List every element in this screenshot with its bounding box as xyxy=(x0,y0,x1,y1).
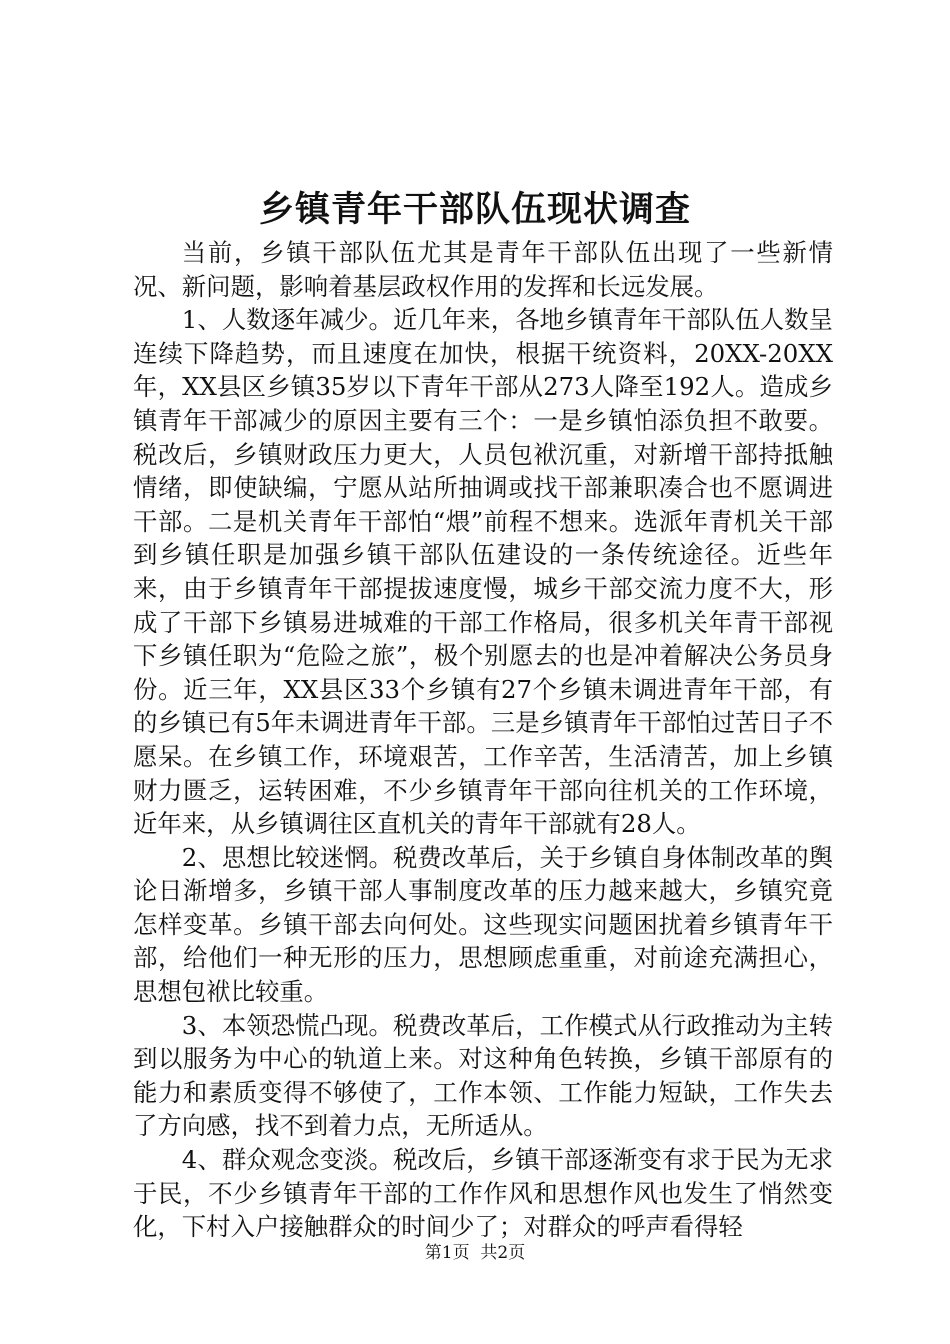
paragraph-3: 3、本领恐慌凸现。税费改革后，工作模式从行政推动为主转到以服务为中心的轨道上来。对这种角色转换，乡镇干部原有的能力和素质变得不够使了，工作本领、工作能力短缺，工作失去了方向感，找不到着力点，无所适从。 xyxy=(133,1010,833,1141)
page-total: 共2页 xyxy=(480,1243,526,1263)
document-body xyxy=(133,236,833,1244)
footer-spacer xyxy=(470,1243,481,1263)
paragraph-4: 4、群众观念变淡。税改后，乡镇干部逐渐变有求于民为无求于民，不少乡镇青年干部的工作作风和思想作风也发生了悄然变化，下村入户接触群众的时间少了；对群众的呼声看得轻 xyxy=(133,1145,833,1242)
document-title: 乡镇青年干部队伍现状调查 xyxy=(258,190,691,230)
paragraph-1: 1、人数逐年减少。近几年来，各地乡镇青年干部队伍人数呈连续下降趋势，而且速度在加快，根据干统资料，20XX-20XX年，XX县区乡镇35岁以下青年干部从273人降至192人。造成乡镇青年干部减少的原因主要有三个：一是乡镇怕添负担不敢要。税改后，乡镇财政压力更大，人员包袱沉重，对新增干部持抵触情绪，即使缺编，宁愿从站所抽调或找干部兼职凑合也不愿调进干部。二是机关青年干部怕“煨”前程不想来。选派年青机关干部到乡镇任职是加强乡镇干部队伍建设的一条传统途径。近些年来，由于乡镇青年干部提拔速度慢，城乡干部交流力度不大，形成了干部下乡镇易进城难的干部工作格局，很多机关年青干部视下乡镇任职为“危险之旅”，极个别愿去的也是冲着解决公务员身份。近三年，XX县区33个乡镇有27个乡镇未调进青年干部，有的乡镇已有5年未调进青年干部。三是乡镇青年干部怕过苦日子不愿呆。在乡镇工作，环境艰苦，工作辛苦，生活清苦，加上乡镇财力匮乏，运转困难，不少乡镇青年干部向往机关的工作环境，近年来，从乡镇调往区直机关的青年干部就有28人。 xyxy=(133,305,833,839)
page-footer xyxy=(0,1241,950,1265)
page-number: 第1页 xyxy=(424,1243,470,1263)
paragraph-intro: 当前，乡镇干部队伍尤其是青年干部队伍出现了一些新情况、新问题，影响着基层政权作用的发挥和长远发展。 xyxy=(133,238,833,301)
paragraph-2: 2、思想比较迷惘。税费改革后，关于乡镇自身体制改革的舆论日渐增多，乡镇干部人事制度改革的压力越来越大，乡镇究竟怎样变革。乡镇干部去向何处。这些现实问题困扰着乡镇青年干部，给他们一种无形的压力，思想顾虑重重，对前途充满担心，思想包袱比较重。 xyxy=(133,842,833,1007)
